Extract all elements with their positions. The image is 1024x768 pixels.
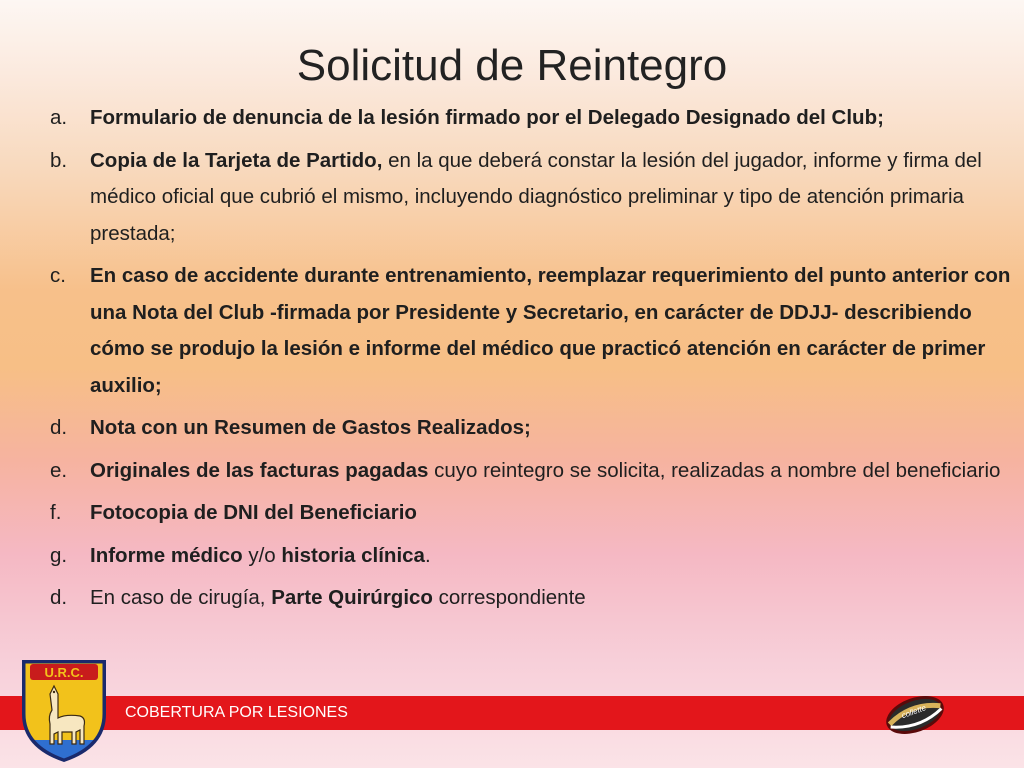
list-item	[50, 495, 1018, 532]
bold-text-segment: En caso de accidente durante entrenamiento, reemplazar requerimiento del punto anterior con una Nota del Club -firmada por Presidente y Secretario, en carácter de DDJJ- describiendo cómo se produjo la lesión e informe del médico que practicó atención en carácter de primer auxilio;	[90, 264, 1011, 397]
bold-text-segment: Informe médico	[90, 543, 243, 567]
text-segment: cuyo reintegro se solicita, realizadas a nombre del beneficiario	[428, 458, 1001, 482]
bold-text-segment: Formulario de denuncia de la lesión firmado por el Delegado Designado del Club;	[90, 106, 884, 129]
list-marker: f.	[50, 501, 62, 524]
text-segment: correspondiente	[432, 586, 586, 609]
requirements-list	[50, 100, 1018, 623]
list-item	[50, 100, 1018, 137]
text-segment: .	[424, 543, 431, 567]
list-marker: d.	[50, 586, 68, 609]
slide-title: Solicitud de Reintegro	[296, 41, 728, 90]
bold-text-segment: historia clínica	[281, 543, 425, 567]
list-item-text	[90, 453, 1018, 490]
bold-text-segment: Nota con un Resumen de Gastos Realizados;	[90, 416, 531, 439]
bold-text-segment: Parte Quirúrgico	[271, 586, 433, 609]
list-marker: d.	[50, 416, 68, 439]
list-item-text	[90, 258, 1018, 404]
list-item	[50, 410, 1018, 447]
list-item-text	[90, 410, 1018, 447]
ball-text: collette	[900, 703, 928, 721]
text-segment: en la que deberá constar la lesión del jugador, informe y firma del médico oficial que cubrió el mismo, incluyendo diagnóstico preliminar y tipo de atención primaria prestada;	[90, 148, 982, 245]
list-item-text	[90, 538, 1018, 575]
text-segment: En caso de cirugía,	[90, 586, 272, 609]
list-item-text	[90, 100, 1018, 137]
text-segment: y/o	[242, 543, 282, 567]
list-item	[50, 538, 1018, 575]
bold-text-segment: Fotocopia de DNI del Beneficiario	[90, 501, 417, 524]
bold-text-segment: Originales de las facturas pagadas	[90, 458, 429, 482]
list-marker: g.	[50, 543, 68, 567]
list-item	[50, 143, 1018, 253]
rugby-ball-icon	[880, 690, 950, 740]
list-item	[50, 453, 1018, 490]
logo-text: U.R.C.	[44, 665, 84, 680]
list-item-text	[90, 580, 1018, 617]
footer-label: COBERTURA POR LESIONES	[125, 704, 348, 721]
list-item	[50, 258, 1018, 404]
urc-logo-icon	[20, 654, 108, 762]
list-marker: c.	[50, 264, 66, 287]
list-marker: a.	[50, 106, 68, 129]
list-marker: b.	[50, 148, 68, 172]
bold-text-segment: Copia de la Tarjeta de Partido,	[90, 148, 383, 172]
list-item-text	[90, 143, 1018, 253]
list-item-text	[90, 495, 1018, 532]
list-item	[50, 580, 1018, 617]
list-marker: e.	[50, 458, 68, 482]
